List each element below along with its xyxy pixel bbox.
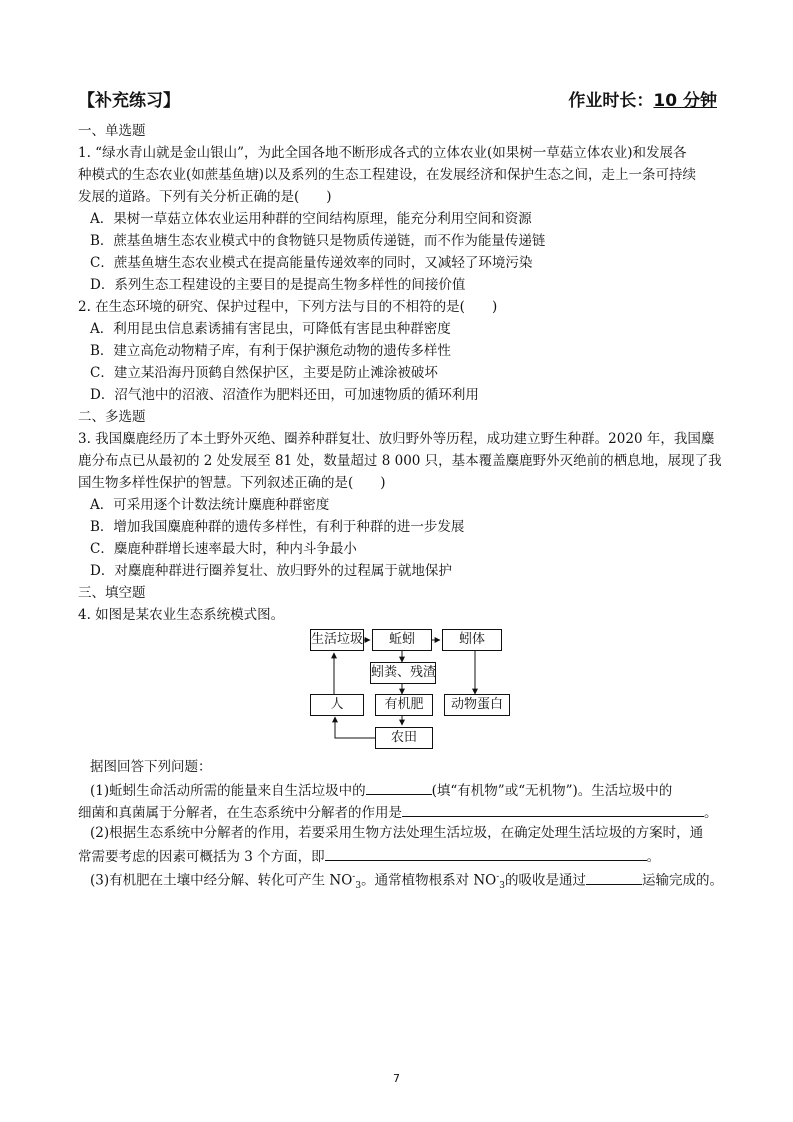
q4-part3-sup-b: - [496,872,500,882]
q4-part1-text-b: (填“有机物”或“无机物”)。生活垃圾中的 [431,783,673,799]
q4-part1-text-c: 细菌和真菌属于分解者，在生态系统中分解者的作用是 [78,805,402,821]
q3-option-b: B．增加我国麋鹿种群的遗传多样性，有利于种群的进一步发展 [90,519,465,535]
q4-stem: 4. 如图是某农业生态系统模式图。 [78,607,285,623]
answer-blank-4[interactable] [586,870,642,885]
box-worm-body: 蚓体 [442,629,502,651]
q4-part2-text-c: 。 [646,849,661,865]
box-household-garbage: 生活垃圾 [310,629,364,651]
answer-blank-3[interactable] [325,846,647,861]
q3-stem-line3: 国生物多样性保护的智慧。下列叙述正确的是( ) [78,475,386,491]
q1-option-c: C．蔗基鱼塘生态农业模式在提高能量传递效率的同时，又减轻了环境污染 [90,255,533,271]
q1-option-a: A．果树一草菇立体农业运用种群的空间结构原理，能充分利用空间和资源 [90,211,532,227]
q1-stem-line2: 种模式的生态农业(如蔗基鱼塘)以及系列的生态工程建设，在发展经济和保护生态之间，走上一条可持续 [78,167,697,183]
section-title: 【补充练习】 [78,91,180,111]
q2-option-d: D．沼气池中的沼液、沼渣作为肥料还田，可加速物质的循环利用 [90,387,479,403]
duration-label: 作业时长： [568,91,654,111]
q1-option-d: D．系列生态工程建设的主要目的是提高生物多样性的间接价值 [90,277,466,293]
q4-part3-sup-a: - [352,872,356,882]
q4-part3-text-d: 运输完成的。 [642,872,724,889]
q4-part2-line2 [78,846,660,866]
q2-option-a: A．利用昆虫信息素诱捕有害昆虫，可降低有害昆虫种群密度 [90,321,451,337]
section-single-choice: 一、单选题 [78,123,146,139]
arrow-farmland-to-person [335,717,375,738]
q4-prompt: 据图回答下列问题： [90,759,212,775]
q1-stem-line3: 发展的道路。下列有关分析正确的是( ) [78,189,332,205]
page-number: 7 [393,1072,400,1085]
q3-stem-line2: 鹿分布点已从最初的 2 处发展至 81 处，数量超过 8 000 只，基本覆盖麋鹿野外灭绝前的栖息地，展现了我 [78,453,722,469]
answer-blank-1[interactable] [366,780,432,795]
q3-stem-line1: 3. 我国麋鹿经历了本土野外灭绝、圈养种群复壮、放归野外等历程，成功建立野生种群。2020 年，我国麋 [78,431,715,447]
q2-option-b: B．建立高危动物精子库，有利于保护濒危动物的遗传多样性 [90,343,451,359]
q1-option-b: B．蔗基鱼塘生态农业模式中的食物链只是物质传递链，而不作为能量传递链 [90,233,546,249]
q4-part3-line [90,868,723,895]
q3-option-d: D．对麋鹿种群进行圈养复壮、放归野外的过程属于就地保护 [90,563,452,579]
q4-part1-line2 [78,802,718,822]
q3-option-c: C．麋鹿种群增长速率最大时，种内斗争最小 [90,541,357,557]
box-person: 人 [310,694,364,716]
q4-part2-line1: (2)根据生态系统中分解者的作用，若要采用生物方法处理生活垃圾，在确定处理生活垃圾的方案时，通 [90,825,704,841]
answer-blank-2[interactable] [402,802,704,817]
q4-part1-text-d: 。 [704,805,718,821]
q4-part1-line1 [90,780,672,800]
section-fill-in: 三、填空题 [78,585,146,601]
q2-option-c: C．建立某沿海丹顶鹤自然保护区，主要是防止滩涂被破坏 [90,365,438,381]
box-animal-protein: 动物蛋白 [444,694,510,716]
q4-part3-text-a: (3)有机肥在土壤中经分解、转化可产生 NO [90,872,353,889]
homework-duration [568,86,717,111]
q3-option-a: A．可采用逐个计数法统计麋鹿种群密度 [90,497,330,513]
box-castings-residue: 蚓粪、残渣 [370,662,436,684]
q4-part3-text-c: 的吸收是通过 [505,872,587,889]
section-multiple-choice: 二、多选题 [78,409,146,425]
q2-stem: 2. 在生态环境的研究、保护过程中，下列方法与目的不相符的是( ) [78,299,498,315]
q4-part2-text-b: 常需要考虑的因素可概括为 3 个方面，即 [78,849,325,865]
box-earthworm: 蚯蚓 [372,629,432,651]
q1-stem-line1: 1. “绿水青山就是金山银山”，为此全国各地不断形成各式的立体农业(如果树一草菇立体农业)和发展各 [78,145,687,161]
q4-part3-text-b: 。通常植物根系对 NO [361,872,497,889]
box-farmland: 农田 [375,727,433,749]
box-organic-fertilizer: 有机肥 [375,694,433,716]
q4-part1-text-a: (1)蚯蚓生命活动所需的能量来自生活垃圾中的 [90,783,366,799]
q4-part3-sub-a: 3 [355,881,362,892]
duration-value: 10 分钟 [653,91,717,111]
q4-part3-sub-b: 3 [499,881,506,892]
